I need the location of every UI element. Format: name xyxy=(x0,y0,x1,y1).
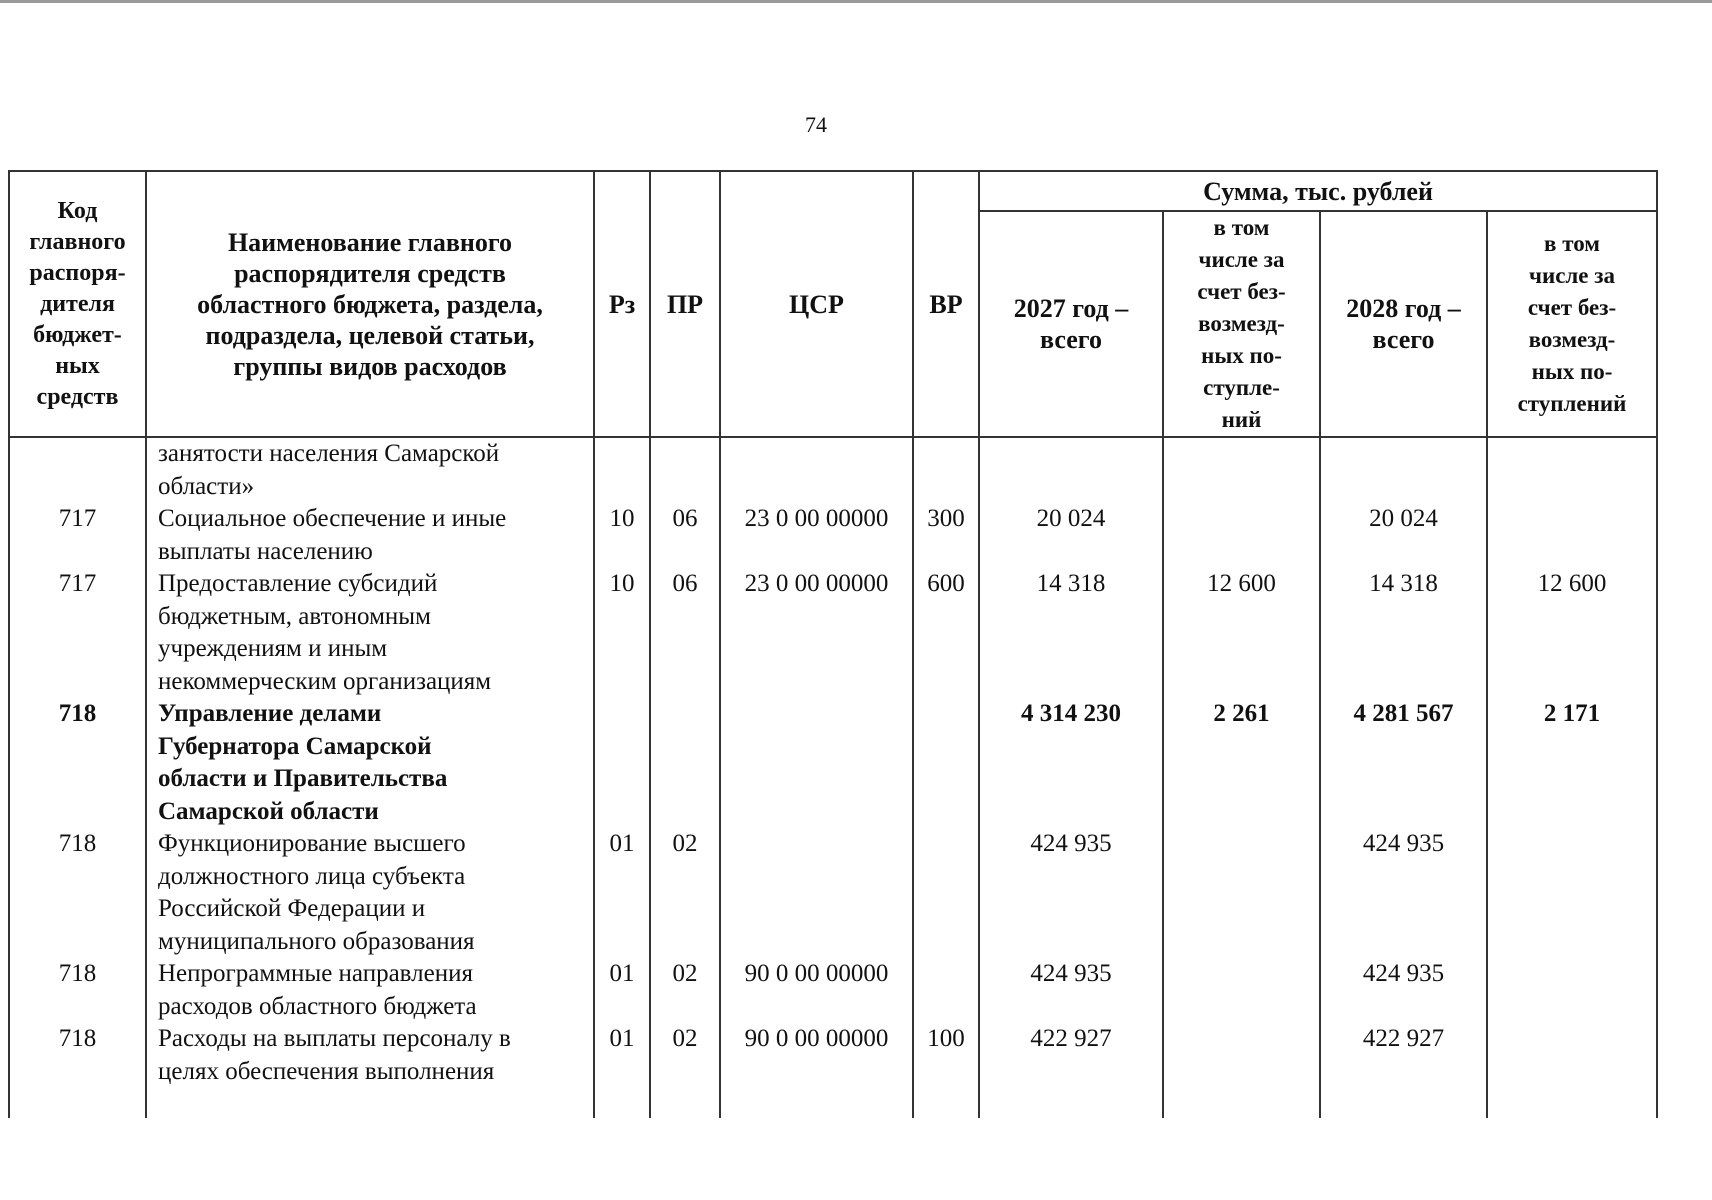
cell-vr xyxy=(913,698,979,828)
cell-rz xyxy=(594,698,650,828)
table-row xyxy=(9,1023,1657,1088)
budget-table xyxy=(8,170,1658,1118)
cell-name xyxy=(146,958,594,1023)
header-vr: ВР xyxy=(913,171,979,437)
header-line: всего xyxy=(1040,325,1102,354)
cell-pr: 02 xyxy=(650,828,720,958)
header-code xyxy=(9,171,146,437)
cell-2028-incl xyxy=(1487,503,1657,568)
cell-rz xyxy=(594,437,650,503)
cell-rz: 10 xyxy=(594,568,650,698)
header-line: главного xyxy=(29,228,126,255)
cell-name xyxy=(146,1023,594,1088)
header-line: ных по- xyxy=(1531,359,1613,384)
name-line: выплаты населению xyxy=(158,537,373,565)
name-line: Функционирование высшего xyxy=(158,830,466,857)
cell-2027-total: 424 935 xyxy=(979,958,1163,1023)
cell-vr: 600 xyxy=(913,568,979,698)
header-line: подраздела, целевой статьи, xyxy=(205,320,535,350)
header-line: распорядителя средств xyxy=(234,258,506,288)
table-row xyxy=(9,698,1657,828)
header-name xyxy=(146,171,594,437)
cell-2027-total: 4 314 230 xyxy=(979,698,1163,828)
name-line: Непрограммные направления xyxy=(158,960,473,987)
name-line: должностного лица субъекта xyxy=(158,862,466,890)
cell-2028-incl xyxy=(1487,1023,1657,1088)
cell-2028-total: 4 281 567 xyxy=(1320,698,1487,828)
cell-code: 718 xyxy=(9,958,146,1023)
header-line: Код xyxy=(57,197,98,224)
cell-code: 717 xyxy=(9,503,146,568)
name-line: Расходы на выплаты персоналу в xyxy=(158,1025,511,1052)
cell-csr: 23 0 00 00000 xyxy=(720,503,913,568)
header-line: 2027 год – xyxy=(1013,294,1129,323)
header-line: в том xyxy=(1544,231,1600,256)
name-line: Управление делами xyxy=(158,700,382,727)
cell-2027-incl xyxy=(1163,437,1320,503)
cell-pr: 02 xyxy=(650,958,720,1023)
name-line: целях обеспечения выполнения xyxy=(158,1057,495,1085)
cell-2027-total: 422 927 xyxy=(979,1023,1163,1088)
table-spacer xyxy=(9,1088,1657,1118)
name-line: области и Правительства xyxy=(158,765,448,792)
name-line: Предоставление субсидий xyxy=(158,570,438,597)
header-sum: Сумма, тыс. рублей xyxy=(979,171,1657,211)
header-line: средств xyxy=(36,383,119,410)
cell-code: 718 xyxy=(9,698,146,828)
header-line: возмезд- xyxy=(1198,311,1285,336)
cell-2027-incl: 12 600 xyxy=(1163,568,1320,698)
header-2027-total xyxy=(979,211,1163,437)
name-line: учреждениям и иным xyxy=(158,635,388,662)
cell-2028-total xyxy=(1320,437,1487,503)
cell-vr xyxy=(913,437,979,503)
spacer-cell xyxy=(979,1088,1163,1118)
cell-2027-total: 424 935 xyxy=(979,828,1163,958)
cell-2027-incl xyxy=(1163,1023,1320,1088)
header-line: числе за xyxy=(1198,247,1285,272)
cell-2027-total: 14 318 xyxy=(979,568,1163,698)
name-line: расходов областного бюджета xyxy=(158,992,477,1020)
cell-name xyxy=(146,698,594,828)
header-line: счет без- xyxy=(1197,279,1286,304)
cell-vr xyxy=(913,958,979,1023)
cell-csr xyxy=(720,698,913,828)
spacer-cell xyxy=(1487,1088,1657,1118)
table-row xyxy=(9,437,1657,503)
cell-2028-total: 424 935 xyxy=(1320,958,1487,1023)
cell-csr: 90 0 00 00000 xyxy=(720,958,913,1023)
header-line: дителя xyxy=(40,290,115,317)
cell-csr: 90 0 00 00000 xyxy=(720,1023,913,1088)
cell-rz: 10 xyxy=(594,503,650,568)
header-line: бюджет- xyxy=(33,321,122,348)
header-line: ных по- xyxy=(1201,343,1282,368)
cell-2028-incl xyxy=(1487,437,1657,503)
name-line: Российской Федерации и xyxy=(158,895,426,922)
header-line: числе за xyxy=(1528,263,1616,288)
cell-csr xyxy=(720,828,913,958)
spacer-cell xyxy=(720,1088,913,1118)
header-line: областного бюджета, раздела, xyxy=(197,289,543,319)
cell-2028-total: 422 927 xyxy=(1320,1023,1487,1088)
cell-2028-incl xyxy=(1487,828,1657,958)
spacer-cell xyxy=(594,1088,650,1118)
name-line: Самарской области xyxy=(158,797,379,825)
table-row xyxy=(9,958,1657,1023)
header-line: ступлений xyxy=(1517,391,1627,416)
cell-csr: 23 0 00 00000 xyxy=(720,568,913,698)
cell-2027-total xyxy=(979,437,1163,503)
cell-2028-total: 14 318 xyxy=(1320,568,1487,698)
cell-vr: 300 xyxy=(913,503,979,568)
spacer-cell xyxy=(9,1088,146,1118)
table-row xyxy=(9,503,1657,568)
header-line: ных xyxy=(55,352,100,379)
spacer-cell xyxy=(650,1088,720,1118)
cell-name xyxy=(146,503,594,568)
header-2028-total xyxy=(1320,211,1487,437)
cell-name xyxy=(146,568,594,698)
table-row xyxy=(9,568,1657,698)
spacer-cell xyxy=(1320,1088,1487,1118)
header-2027-incl xyxy=(1163,211,1320,437)
cell-code: 718 xyxy=(9,1023,146,1088)
cell-name xyxy=(146,828,594,958)
cell-2028-incl: 2 171 xyxy=(1487,698,1657,828)
cell-pr xyxy=(650,437,720,503)
cell-pr: 06 xyxy=(650,568,720,698)
cell-pr xyxy=(650,698,720,828)
cell-2028-total: 20 024 xyxy=(1320,503,1487,568)
cell-vr xyxy=(913,828,979,958)
name-line: занятости населения Самарской xyxy=(158,440,500,467)
cell-2027-incl: 2 261 xyxy=(1163,698,1320,828)
header-line: ступле- xyxy=(1203,375,1280,400)
cell-2027-incl xyxy=(1163,958,1320,1023)
header-line: 2028 год – xyxy=(1346,294,1461,323)
name-line: Губернатора Самарской xyxy=(158,732,432,760)
cell-2027-total: 20 024 xyxy=(979,503,1163,568)
table-body xyxy=(9,437,1657,1118)
header-line: Наименование главного xyxy=(227,227,513,257)
cell-pr: 02 xyxy=(650,1023,720,1088)
header-line: группы видов расходов xyxy=(233,351,507,381)
table-header xyxy=(9,171,1657,437)
name-line: бюджетным, автономным xyxy=(158,602,431,630)
cell-code: 718 xyxy=(9,828,146,958)
header-line: счет без- xyxy=(1527,295,1617,320)
page-number: 74 xyxy=(805,112,827,137)
cell-2028-incl xyxy=(1487,958,1657,1023)
cell-2028-incl: 12 600 xyxy=(1487,568,1657,698)
cell-2027-incl xyxy=(1163,503,1320,568)
header-line: распоря- xyxy=(29,259,126,286)
cell-csr xyxy=(720,437,913,503)
cell-rz: 01 xyxy=(594,958,650,1023)
header-csr: ЦСР xyxy=(720,171,913,437)
cell-code xyxy=(9,437,146,503)
cell-vr: 100 xyxy=(913,1023,979,1088)
page-top-edge xyxy=(0,0,1712,3)
cell-name xyxy=(146,437,594,503)
name-line: муниципального образования xyxy=(158,927,475,955)
header-line: возмезд- xyxy=(1528,327,1616,352)
name-line: области» xyxy=(158,472,255,500)
cell-2027-incl xyxy=(1163,828,1320,958)
cell-rz: 01 xyxy=(594,828,650,958)
name-line: некоммерческим организациям xyxy=(158,667,492,695)
name-line: Социальное обеспечение и иные xyxy=(158,505,507,532)
cell-2028-total: 424 935 xyxy=(1320,828,1487,958)
table-row xyxy=(9,828,1657,958)
cell-rz: 01 xyxy=(594,1023,650,1088)
cell-pr: 06 xyxy=(650,503,720,568)
spacer-cell xyxy=(146,1088,594,1118)
spacer-cell xyxy=(1163,1088,1320,1118)
header-line: всего xyxy=(1372,325,1435,354)
spacer-cell xyxy=(913,1088,979,1118)
header-line: в том xyxy=(1213,215,1270,240)
cell-code: 717 xyxy=(9,568,146,698)
header-rz: Рз xyxy=(594,171,650,437)
header-2028-incl xyxy=(1487,211,1657,437)
header-line: ний xyxy=(1221,407,1262,432)
header-pr: ПР xyxy=(650,171,720,437)
